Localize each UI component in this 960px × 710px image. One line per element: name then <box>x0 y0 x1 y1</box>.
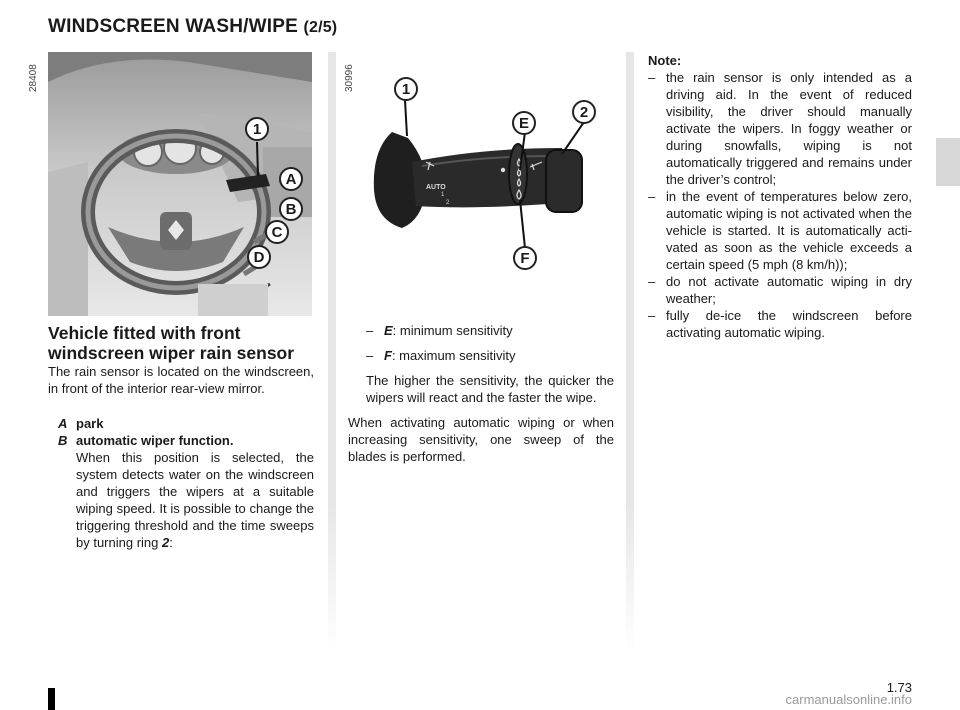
stalk-ref-code: 30996 <box>344 64 355 92</box>
sensitivity-paragraph: The higher the sensitivity, the quicker the wipers will react and the faster the wipe. <box>366 373 614 405</box>
note-dash: – <box>648 274 656 289</box>
section-heading: Vehicle fitted with front windscreen wiper rain sensor <box>48 323 295 363</box>
photo-ref-code: 28408 <box>28 64 39 92</box>
left-column <box>48 323 314 551</box>
stalk-auto-label: AUTO <box>426 184 446 191</box>
callout-c: C <box>265 220 289 244</box>
list-dash: – <box>366 323 374 338</box>
sensitivity-key: F <box>384 348 392 363</box>
dashboard-photo <box>48 52 312 316</box>
list-item <box>366 322 614 339</box>
note-item <box>648 307 912 341</box>
stalk-position-2: 2 <box>446 200 450 206</box>
callout-d: D <box>247 245 271 269</box>
list-label: automatic wiper function. <box>76 433 234 448</box>
list-dash: – <box>366 348 374 363</box>
sensitivity-list <box>348 322 614 406</box>
list-item <box>58 415 314 432</box>
page-number: 1.73 <box>886 680 912 695</box>
position-list <box>48 415 314 551</box>
list-description <box>76 449 314 551</box>
callout-1: 1 <box>245 117 269 141</box>
notes-column <box>648 52 912 341</box>
watermark: carmanualsonline.info <box>785 692 912 707</box>
print-mark <box>48 688 55 710</box>
list-description-text: When this position is selected, the system detects water on the windscreen and triggers the wipers at a suitable wiping speed. It is possible to change the triggering threshold and the time sweeps by turning ring <box>76 450 314 550</box>
ring-reference: 2 <box>162 535 170 550</box>
callout-a: A <box>279 167 303 191</box>
page-title <box>48 16 337 38</box>
sensitivity-text: : maximum sensitivity <box>391 348 516 363</box>
note-text: in the event of temperatures below zero, automatic wiping is not activated when the vehicle is started. It is automatically activated as soon as the vehicle exceeds a certain speed (5 mph (8 km/h)); <box>666 189 912 272</box>
note-text: the rain sensor is only intended as a driving aid. In the event of reduced visibility, the driver should manually activate the wipers. In foggy weather or during snowfalls, wiping is not automatically triggered and remains under the driver’s control; <box>666 70 912 187</box>
sensitivity-key: E <box>384 323 393 338</box>
list-key: A <box>58 416 68 431</box>
stalk-callout-f: F <box>513 246 537 270</box>
stalk-position-1: 1 <box>441 192 445 198</box>
note-text: do not activate automatic wiping in dry weather; <box>666 274 912 306</box>
callout-b: B <box>279 197 303 221</box>
stalk-callout-1: 1 <box>394 77 418 101</box>
title-part: (2/5) <box>303 19 338 36</box>
note-item <box>648 69 912 188</box>
note-item <box>648 188 912 273</box>
note-text: fully de-ice the windscreen before activating automatic wiping. <box>666 308 912 340</box>
list-item <box>366 347 614 364</box>
trailing-colon: : <box>169 535 173 550</box>
column-divider <box>328 52 336 652</box>
note-dash: – <box>648 308 656 323</box>
note-item <box>648 273 912 307</box>
list-item <box>58 432 314 551</box>
note-title: Note: <box>648 53 682 68</box>
section-tab <box>936 138 960 186</box>
activation-paragraph: When activating automatic wiping or when increasing sensitivity, one sweep of the blades is performed. <box>348 415 614 464</box>
stalk-callout-e: E <box>512 111 536 135</box>
note-dash: – <box>648 70 656 85</box>
list-label: park <box>76 416 104 431</box>
wiper-stalk-diagram <box>362 70 612 280</box>
middle-column <box>348 322 614 465</box>
sensitivity-text: : minimum sensitivity <box>392 323 513 338</box>
note-dash: – <box>648 189 656 204</box>
stalk-callout-2: 2 <box>572 100 596 124</box>
title-text: WINDSCREEN WASH/WIPE <box>48 16 298 37</box>
list-key: B <box>58 433 68 448</box>
column-divider <box>626 52 634 652</box>
intro-paragraph: The rain sensor is located on the windscreen, in front of the interior rear-view mirror. <box>48 364 314 396</box>
